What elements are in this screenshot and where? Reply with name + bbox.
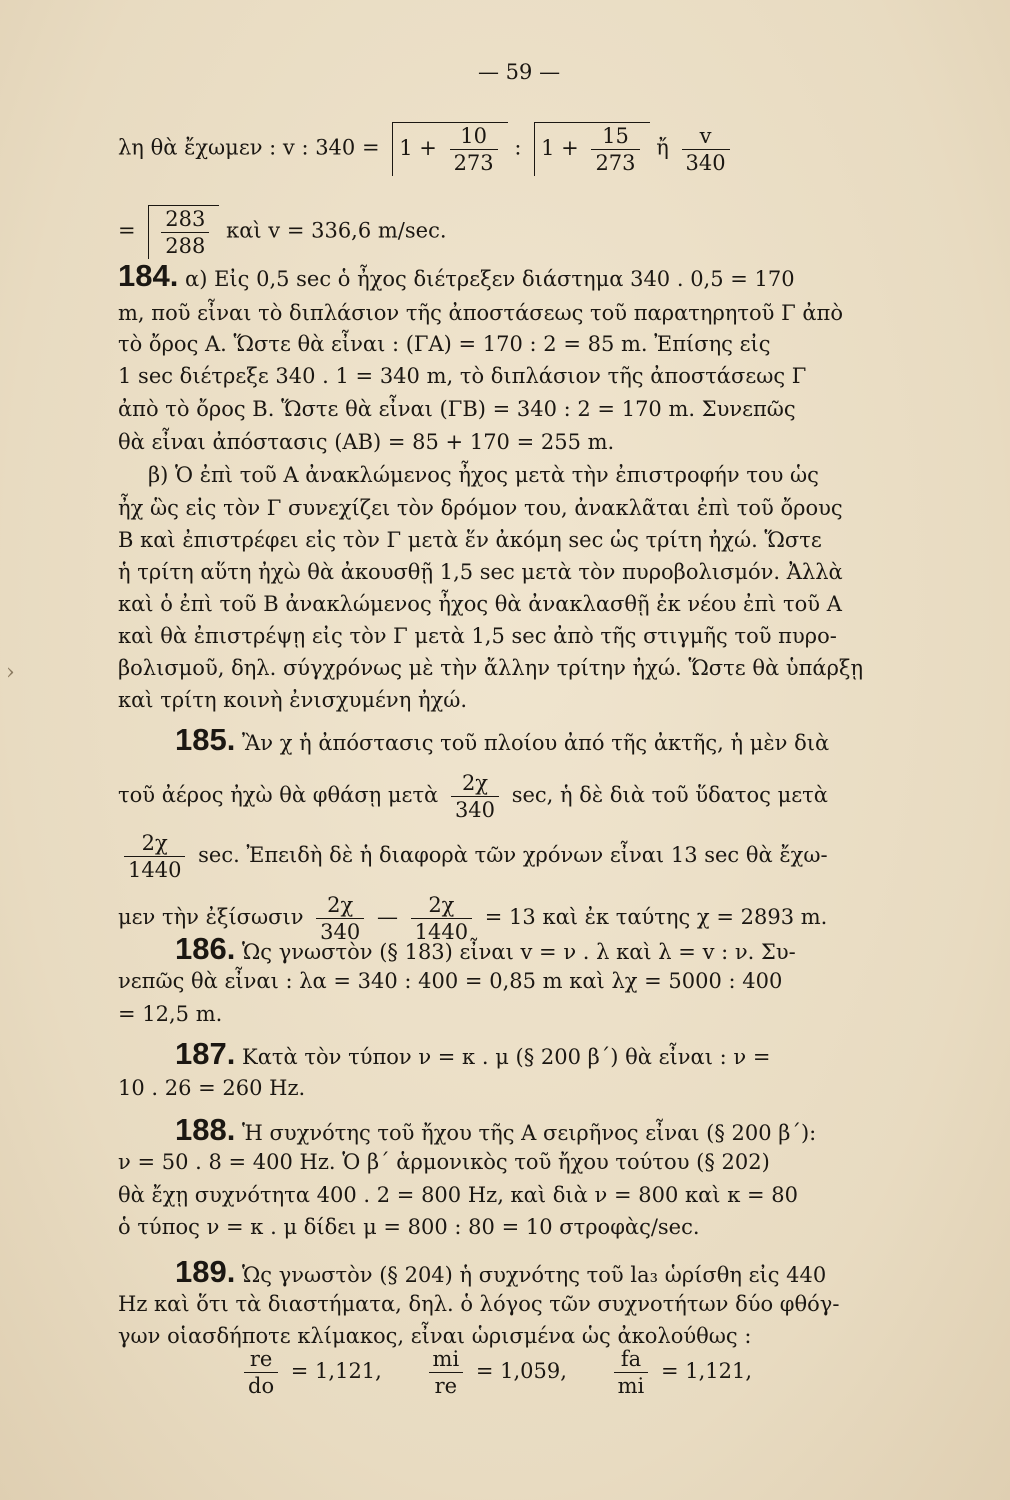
or-word: ἤ bbox=[656, 135, 669, 160]
problem-189-line: Hz καὶ ὅτι τὰ διαστήματα, δηλ. ὁ λόγος τῶν συχνοτήτων δύο φθόγ- bbox=[118, 1292, 840, 1316]
sqrt-term-3 bbox=[148, 205, 219, 259]
minus-sign: — bbox=[376, 905, 398, 929]
problem-189-line: γων οἱασδήποτε κλίμακος, εἶναι ὡρισμένα ὡς ἀκολούθως : bbox=[118, 1324, 752, 1348]
text-line: Ἡ συχνότης τοῦ ἤχου τῆς Α σειρῆνος εἶναι (§ 200 β΄): bbox=[242, 1121, 817, 1145]
problem-186-line: νεπῶς θὰ εἶναι : λα = 340 : 400 = 0,85 m καὶ λχ = 5000 : 400 bbox=[118, 969, 783, 993]
frac-den: mi bbox=[617, 1374, 645, 1398]
problem-187-line: 10 . 26 = 260 Hz. bbox=[118, 1076, 306, 1100]
problem-184-line-1 bbox=[118, 258, 795, 293]
frac-den: 340 bbox=[454, 798, 496, 822]
frac-den: 1440 bbox=[128, 858, 182, 882]
problem-184-line: τὸ ὄρος Α. Ὥστε θὰ εἶναι : (ΓΑ) = 170 : 2 = 85 m. Ἐπίσης εἰς bbox=[118, 332, 771, 356]
frac-num: 10 bbox=[450, 123, 498, 150]
problem-188-line: ν = 50 . 8 = 400 Hz. Ὁ β΄ ἁρμονικὸς τοῦ ἤχου τούτου (§ 202) bbox=[118, 1150, 770, 1174]
text-line: Ἂν χ ἡ ἀπόστασις τοῦ πλοίου ἀπό τῆς ἀκτῆς, ἡ μὲν διὰ bbox=[242, 731, 830, 755]
ratio-value: = 1,121, bbox=[660, 1359, 753, 1383]
frac-num: 2χ bbox=[451, 770, 499, 797]
problem-184-line: θὰ εἶναι ἀπόστασις (ΑΒ) = 85 + 170 = 255 m. bbox=[118, 430, 615, 454]
equals-sign: = bbox=[118, 218, 136, 243]
fraction-v-340 bbox=[682, 123, 730, 176]
problem-184-line: βολισμοῦ, δηλ. σύγχρόνως μὲ τὴν ἄλλην τρίτην ἠχώ. Ὥστε θὰ ὑπάρξῃ bbox=[118, 656, 864, 680]
equation-lead: λη θὰ ἔχωμεν : v : 340 = bbox=[118, 135, 380, 160]
frac-den: 273 bbox=[453, 151, 494, 175]
problem-number-188: 188. bbox=[175, 1112, 236, 1147]
problem-187-line-1 bbox=[175, 1036, 771, 1071]
problem-number-186: 186. bbox=[175, 931, 236, 966]
problem-184-line: ἦχ ὣς εἰς τὸν Γ συνεχίζει τὸν δρόμον του, ἀνακλᾶται ἐπὶ τοῦ ὄρους bbox=[118, 496, 843, 520]
equation-velocity-ratio bbox=[118, 122, 736, 176]
problem-185-line-3 bbox=[118, 830, 828, 883]
fraction-2x-1440 bbox=[124, 830, 185, 883]
problem-184-line: ἀπὸ τὸ ὄρος Β. Ὥστε θὰ εἶναι (ΓΒ) = 340 : 2 = 170 m. Συνεπῶς bbox=[118, 397, 796, 421]
problem-number-185: 185. bbox=[175, 722, 236, 757]
ratio-re-do bbox=[244, 1346, 278, 1399]
fraction-10-273 bbox=[450, 123, 498, 176]
problem-184-line: καὶ τρίτη κοινὴ ἐνισχυμένη ἠχώ. bbox=[118, 688, 468, 712]
equation-result bbox=[118, 205, 447, 259]
frac-num: 15 bbox=[591, 123, 639, 150]
sqrt-one: 1 + bbox=[399, 136, 437, 160]
problem-184-line: β) Ὁ ἐπὶ τοῦ Α ἀνακλώμενος ἦχος μετὰ τὴν ἐπιστροφήν του ὡς bbox=[148, 463, 819, 487]
text-span: μεν τὴν ἐξίσωσιν bbox=[118, 905, 304, 929]
margin-mark: › bbox=[6, 660, 15, 685]
problem-184-line: 1 sec διέτρεξε 340 . 1 = 340 m, τὸ διπλάσιον τῆς ἀποστάσεως Γ bbox=[118, 364, 807, 388]
text-span: sec, ἡ δὲ διὰ τοῦ ὕδατος μετὰ bbox=[511, 783, 828, 807]
problem-188-line: ὁ τύπος ν = κ . μ δίδει μ = 800 : 80 = 10 στροφὰς/sec. bbox=[118, 1215, 700, 1239]
frac-num: 2χ bbox=[411, 892, 472, 919]
fraction-15-273 bbox=[591, 123, 639, 176]
sqrt-one: 1 + bbox=[541, 136, 579, 160]
frac-den: do bbox=[248, 1374, 275, 1398]
colon-operator: : bbox=[514, 135, 522, 160]
page-number: — 59 — bbox=[478, 60, 561, 84]
interval-ratios bbox=[238, 1346, 752, 1399]
problem-184-line: m, ποῦ εἶναι τὸ διπλάσιον τῆς ἀποστάσεως τοῦ παρατηρητοῦ Γ ἀπὸ bbox=[118, 301, 843, 325]
frac-num: v bbox=[682, 123, 730, 150]
problem-189-line-1 bbox=[175, 1254, 827, 1289]
frac-den: 340 bbox=[320, 920, 361, 944]
problem-185-line-1 bbox=[175, 722, 830, 757]
frac-den: 1440 bbox=[414, 920, 469, 944]
problem-188-line-1 bbox=[175, 1112, 817, 1147]
ratio-value: = 1,059, bbox=[475, 1359, 567, 1383]
frac-num: 283 bbox=[161, 206, 209, 233]
text-line: Κατὰ τὸν τύπον ν = κ . μ (§ 200 β΄) θὰ εἶναι : ν = bbox=[242, 1045, 771, 1069]
problem-185-line-2 bbox=[118, 770, 828, 823]
problem-number-189: 189. bbox=[175, 1254, 236, 1289]
problem-184-line: Β καὶ ἐπιστρέφει εἰς τὸν Γ μετὰ ἕν ἀκόμη sec ὡς τρίτη ἠχώ. Ὥστε bbox=[118, 528, 822, 552]
fraction-2x-340 bbox=[451, 770, 499, 823]
equation-tail: καὶ v = 336,6 m/sec. bbox=[226, 218, 447, 243]
text-span: = 13 καὶ ἐκ ταύτης χ = 2893 m. bbox=[484, 905, 828, 929]
text-span: τοῦ ἀέρος ἠχὼ θὰ φθάσῃ μετὰ bbox=[118, 783, 439, 807]
sqrt-term-1 bbox=[392, 122, 507, 176]
ratio-value: = 1,121, bbox=[290, 1359, 382, 1383]
fraction-283-288 bbox=[161, 206, 209, 259]
frac-den: 273 bbox=[595, 151, 636, 175]
frac-den: 288 bbox=[165, 234, 206, 258]
problem-184-line: ἡ τρίτη αὕτη ἠχὼ θὰ ἀκουσθῇ 1,5 sec μετὰ τὸν πυροβολισμόν. Ἀλλὰ bbox=[118, 560, 843, 584]
frac-num: 2χ bbox=[124, 830, 185, 857]
problem-184-line: καὶ θὰ ἐπιστρέψῃ εἰς τὸν Γ μετὰ 1,5 sec ἀπὸ τῆς στιγμῆς τοῦ πυρο- bbox=[118, 624, 837, 648]
frac-num: re bbox=[244, 1346, 278, 1373]
sqrt-term-2 bbox=[534, 122, 649, 176]
text-span: sec. Ἐπειδὴ δὲ ἡ διαφορὰ τῶν χρόνων εἶναι 13 sec θὰ ἔχω- bbox=[198, 843, 828, 867]
frac-den: re bbox=[434, 1374, 458, 1398]
problem-number-187: 187. bbox=[175, 1036, 236, 1071]
ratio-fa-mi bbox=[614, 1346, 649, 1399]
text-line: Ὡς γνωστὸν (§ 204) ἡ συχνότης τοῦ la₃ ὡρίσθη εἰς 440 bbox=[242, 1263, 827, 1287]
problem-188-line: θὰ ἔχῃ συχνότητα 400 . 2 = 800 Hz, καὶ διὰ ν = 800 καὶ κ = 80 bbox=[118, 1183, 798, 1207]
text-line: α) Εἰς 0,5 sec ὁ ἦχος διέτρεξεν διάστημα 340 . 0,5 = 170 bbox=[185, 267, 795, 291]
frac-den: 340 bbox=[685, 150, 726, 175]
problem-184-line: καὶ ὁ ἐπὶ τοῦ Β ἀνακλώμενος ἦχος θὰ ἀνακλασθῇ ἐκ νέου ἐπὶ τοῦ Α bbox=[118, 592, 842, 616]
frac-num: mi bbox=[429, 1346, 464, 1373]
text-line: Ὡς γνωστὸν (§ 183) εἶναι v = ν . λ καὶ λ = v : ν. Συ- bbox=[242, 940, 796, 964]
problem-186-line: = 12,5 m. bbox=[118, 1002, 223, 1026]
problem-number-184: 184. bbox=[118, 258, 179, 293]
frac-num: fa bbox=[614, 1346, 649, 1373]
ratio-mi-re bbox=[429, 1346, 464, 1399]
frac-num: 2χ bbox=[316, 892, 364, 919]
